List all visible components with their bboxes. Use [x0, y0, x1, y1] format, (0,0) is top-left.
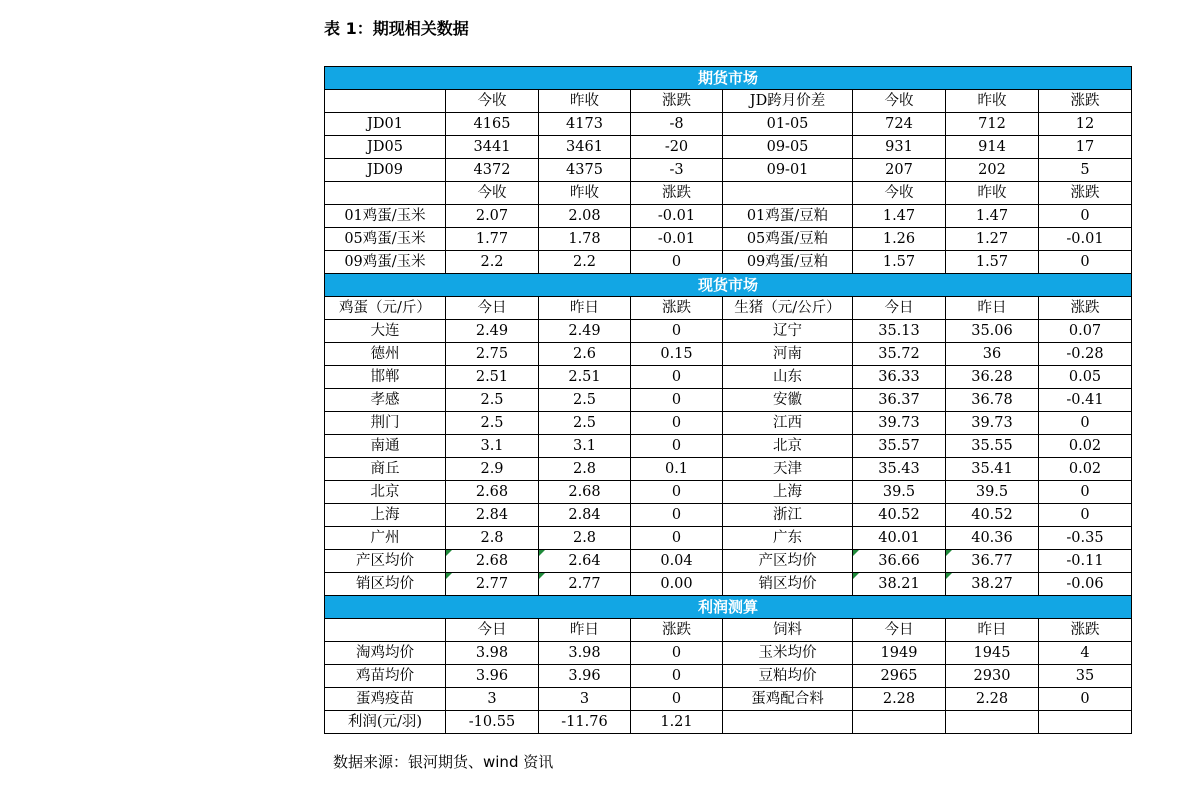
table-cell: 39.5 [853, 481, 946, 504]
table-row [325, 113, 1132, 136]
table-cell: 涨跌 [1039, 297, 1132, 320]
table-cell: 35 [1039, 665, 1132, 688]
table-cell: 3 [539, 688, 631, 711]
table-cell: 4372 [446, 159, 539, 182]
table-cell: 孝感 [325, 389, 446, 412]
table-cell: -0.06 [1039, 573, 1132, 596]
table-cell: 2965 [853, 665, 946, 688]
table-cell: 0.05 [1039, 366, 1132, 389]
table-cell [723, 711, 853, 734]
table-row [325, 136, 1132, 159]
table-cell: 931 [853, 136, 946, 159]
table-cell: 0 [631, 665, 723, 688]
table-cell: -3 [631, 159, 723, 182]
table-cell: 昨收 [539, 90, 631, 113]
table-cell: 35.55 [946, 435, 1039, 458]
table-cell: 36.28 [946, 366, 1039, 389]
table-cell: 05鸡蛋/玉米 [325, 228, 446, 251]
table-cell: 36.78 [946, 389, 1039, 412]
table-cell [325, 619, 446, 642]
table-cell: 3461 [539, 136, 631, 159]
table-row [325, 366, 1132, 389]
table-row [325, 642, 1132, 665]
table-cell: 2.49 [446, 320, 539, 343]
table-cell: 上海 [325, 504, 446, 527]
table-cell: 0.15 [631, 343, 723, 366]
table-cell: 2.51 [539, 366, 631, 389]
table-cell: 36.37 [853, 389, 946, 412]
table-row [325, 665, 1132, 688]
table-cell: 天津 [723, 458, 853, 481]
table-cell: 35.43 [853, 458, 946, 481]
table-cell: 2.77 [539, 573, 631, 596]
table-cell: 昨收 [539, 182, 631, 205]
section-title: 利润测算 [325, 596, 1132, 619]
table-cell: 2.68 [446, 481, 539, 504]
table-cell: 39.73 [946, 412, 1039, 435]
table-cell: 0.04 [631, 550, 723, 573]
table-cell: 今收 [853, 182, 946, 205]
table-row [325, 228, 1132, 251]
table-cell: 1949 [853, 642, 946, 665]
table-cell: 昨日 [539, 297, 631, 320]
table-cell: 914 [946, 136, 1039, 159]
table-cell: 涨跌 [1039, 182, 1132, 205]
table-cell: 0 [631, 504, 723, 527]
table-cell: 40.01 [853, 527, 946, 550]
table-cell: 今日 [446, 619, 539, 642]
table-cell: 2.75 [446, 343, 539, 366]
table-cell: 2.8 [539, 458, 631, 481]
table-cell: 40.52 [946, 504, 1039, 527]
table-cell: 2.5 [539, 412, 631, 435]
table-cell: -0.41 [1039, 389, 1132, 412]
table-cell: 3.98 [539, 642, 631, 665]
table-cell: 2.07 [446, 205, 539, 228]
table-cell: 4375 [539, 159, 631, 182]
table-cell: 2.2 [539, 251, 631, 274]
table-cell: 0.00 [631, 573, 723, 596]
table-cell: 昨日 [946, 297, 1039, 320]
table-cell: 1.77 [446, 228, 539, 251]
table-cell: 今收 [853, 90, 946, 113]
table-cell: 0 [631, 435, 723, 458]
table-cell: 涨跌 [1039, 619, 1132, 642]
table-cell: 浙江 [723, 504, 853, 527]
table-cell: 0 [1039, 412, 1132, 435]
table-cell: 2.2 [446, 251, 539, 274]
table-cell: 1945 [946, 642, 1039, 665]
table-cell: 豆粕均价 [723, 665, 853, 688]
table-cell: 涨跌 [631, 90, 723, 113]
table-cell: 01-05 [723, 113, 853, 136]
table-cell: 0 [1039, 481, 1132, 504]
table-cell: 安徽 [723, 389, 853, 412]
table-cell: 2.68 [539, 481, 631, 504]
table-cell: 山东 [723, 366, 853, 389]
table-cell: 35.06 [946, 320, 1039, 343]
table-cell: -0.28 [1039, 343, 1132, 366]
table-cell: 2.68 [446, 550, 539, 573]
table-cell: 蛋鸡疫苗 [325, 688, 446, 711]
table-cell: 产区均价 [723, 550, 853, 573]
table-cell: 0.1 [631, 458, 723, 481]
table-cell [1039, 711, 1132, 734]
table-cell: 35.57 [853, 435, 946, 458]
table-caption: 表 1：期现相关数据 [324, 19, 469, 38]
table-cell: 生猪（元/公斤） [723, 297, 853, 320]
table-cell: 0 [1039, 251, 1132, 274]
section-header-row [325, 67, 1132, 90]
table-cell: 昨日 [539, 619, 631, 642]
table-cell: JD09 [325, 159, 446, 182]
table-cell: 荆门 [325, 412, 446, 435]
table-cell: 南通 [325, 435, 446, 458]
table-cell: 207 [853, 159, 946, 182]
table-row [325, 435, 1132, 458]
source-note: 数据来源：银河期货、wind 资讯 [333, 753, 554, 771]
table-cell: -11.76 [539, 711, 631, 734]
table-row [325, 711, 1132, 734]
table-cell: -0.01 [1039, 228, 1132, 251]
table-cell: 2.84 [446, 504, 539, 527]
section-title: 期货市场 [325, 67, 1132, 90]
table-cell: 广东 [723, 527, 853, 550]
table-cell: 17 [1039, 136, 1132, 159]
table-cell [325, 90, 446, 113]
table-cell: 36.66 [853, 550, 946, 573]
table-cell: 销区均价 [325, 573, 446, 596]
table-cell: 1.47 [946, 205, 1039, 228]
table-cell: 1.21 [631, 711, 723, 734]
table-cell: 2.28 [946, 688, 1039, 711]
table-cell: 昨收 [946, 182, 1039, 205]
table-cell: 38.27 [946, 573, 1039, 596]
table-cell: 邯郸 [325, 366, 446, 389]
table-cell: 2.5 [446, 389, 539, 412]
table-cell: 1.78 [539, 228, 631, 251]
table-cell: 0.02 [1039, 458, 1132, 481]
table-cell: 0 [631, 642, 723, 665]
table-cell: 1.57 [853, 251, 946, 274]
table-row [325, 251, 1132, 274]
table-cell: 2.8 [539, 527, 631, 550]
table-cell: 0 [1039, 504, 1132, 527]
table-cell [946, 711, 1039, 734]
table-cell: 3 [446, 688, 539, 711]
table-cell: 0 [631, 527, 723, 550]
table-row [325, 389, 1132, 412]
table-cell: 北京 [325, 481, 446, 504]
table-cell: 2.51 [446, 366, 539, 389]
table-cell: 202 [946, 159, 1039, 182]
table-cell: 鸡苗均价 [325, 665, 446, 688]
table-cell: 利润(元/羽) [325, 711, 446, 734]
table-cell: 09-05 [723, 136, 853, 159]
table-cell: 涨跌 [631, 297, 723, 320]
table-cell: 36 [946, 343, 1039, 366]
table-cell: 39.73 [853, 412, 946, 435]
table-cell: 2.08 [539, 205, 631, 228]
table-cell: -0.11 [1039, 550, 1132, 573]
table-cell: 2.49 [539, 320, 631, 343]
table-row [325, 205, 1132, 228]
table-cell: 01鸡蛋/豆粕 [723, 205, 853, 228]
table-cell: 0 [631, 320, 723, 343]
table-cell: 淘鸡均价 [325, 642, 446, 665]
table-cell [325, 182, 446, 205]
table-cell: 35.41 [946, 458, 1039, 481]
table-cell: 今日 [446, 297, 539, 320]
table-cell: 2.28 [853, 688, 946, 711]
table-row [325, 297, 1132, 320]
table-cell: 3.98 [446, 642, 539, 665]
table-cell: 销区均价 [723, 573, 853, 596]
table-row [325, 412, 1132, 435]
table-cell: 35.13 [853, 320, 946, 343]
table-cell: 涨跌 [1039, 90, 1132, 113]
table-cell: 1.57 [946, 251, 1039, 274]
table-cell: 712 [946, 113, 1039, 136]
table-cell: 辽宁 [723, 320, 853, 343]
table-cell: 3.96 [446, 665, 539, 688]
table-cell: 2930 [946, 665, 1039, 688]
table-row [325, 182, 1132, 205]
table-cell: 2.64 [539, 550, 631, 573]
table-cell: 4173 [539, 113, 631, 136]
table-cell: 39.5 [946, 481, 1039, 504]
table-cell: 玉米均价 [723, 642, 853, 665]
table-cell: 40.36 [946, 527, 1039, 550]
table-cell: -20 [631, 136, 723, 159]
table-cell: 饲料 [723, 619, 853, 642]
table-cell: 0 [631, 389, 723, 412]
table-cell: 0 [631, 251, 723, 274]
table-row [325, 481, 1132, 504]
table-cell: 广州 [325, 527, 446, 550]
table-cell: 0.02 [1039, 435, 1132, 458]
table-cell: 今收 [446, 182, 539, 205]
table-cell: 4 [1039, 642, 1132, 665]
table-cell: 昨收 [946, 90, 1039, 113]
table-cell: 0 [1039, 688, 1132, 711]
table-cell: -0.01 [631, 205, 723, 228]
table-cell: 2.77 [446, 573, 539, 596]
table-cell: 5 [1039, 159, 1132, 182]
table-cell: 09鸡蛋/玉米 [325, 251, 446, 274]
table-cell: 4165 [446, 113, 539, 136]
table-cell: 0 [631, 366, 723, 389]
table-cell: 今收 [446, 90, 539, 113]
table-cell: 3.1 [539, 435, 631, 458]
table-cell: 3441 [446, 136, 539, 159]
table-row [325, 619, 1132, 642]
table-cell: 北京 [723, 435, 853, 458]
table-cell: 0 [631, 481, 723, 504]
table-cell: 09-01 [723, 159, 853, 182]
table-cell: 36.33 [853, 366, 946, 389]
table-cell: JD跨月价差 [723, 90, 853, 113]
table-cell: 3.96 [539, 665, 631, 688]
table-cell: -10.55 [446, 711, 539, 734]
table-cell: JD05 [325, 136, 446, 159]
table-cell: 鸡蛋（元/斤） [325, 297, 446, 320]
section-header-row [325, 274, 1132, 297]
table-cell: 涨跌 [631, 619, 723, 642]
table-cell: 35.72 [853, 343, 946, 366]
table-cell: 今日 [853, 297, 946, 320]
table-cell: 01鸡蛋/玉米 [325, 205, 446, 228]
table-cell: 3.1 [446, 435, 539, 458]
table-row [325, 550, 1132, 573]
table-cell: 2.6 [539, 343, 631, 366]
table-cell: 0.07 [1039, 320, 1132, 343]
table-cell: 今日 [853, 619, 946, 642]
table-cell: 产区均价 [325, 550, 446, 573]
table-row [325, 159, 1132, 182]
table-cell [853, 711, 946, 734]
table-cell: 商丘 [325, 458, 446, 481]
table-row [325, 90, 1132, 113]
table-cell: 2.84 [539, 504, 631, 527]
data-table [324, 66, 1132, 734]
table-cell: 2.8 [446, 527, 539, 550]
table-row [325, 688, 1132, 711]
table-cell: 涨跌 [631, 182, 723, 205]
table-cell: 江西 [723, 412, 853, 435]
table-row [325, 320, 1132, 343]
section-title: 现货市场 [325, 274, 1132, 297]
table-cell: JD01 [325, 113, 446, 136]
table-cell: 2.9 [446, 458, 539, 481]
table-cell: 40.52 [853, 504, 946, 527]
table-row [325, 527, 1132, 550]
table-row [325, 504, 1132, 527]
table-row [325, 343, 1132, 366]
table-cell: 0 [631, 688, 723, 711]
table-cell: 昨日 [946, 619, 1039, 642]
table-cell: 724 [853, 113, 946, 136]
table-cell: 1.47 [853, 205, 946, 228]
section-header-row [325, 596, 1132, 619]
table-cell: 河南 [723, 343, 853, 366]
table-cell: 36.77 [946, 550, 1039, 573]
table-cell: 1.26 [853, 228, 946, 251]
table-cell: 蛋鸡配合料 [723, 688, 853, 711]
table-row [325, 573, 1132, 596]
table-cell: 上海 [723, 481, 853, 504]
table-cell: 38.21 [853, 573, 946, 596]
table-cell: 2.5 [539, 389, 631, 412]
table-cell: 0 [631, 412, 723, 435]
table-cell: -0.35 [1039, 527, 1132, 550]
table-cell: 09鸡蛋/豆粕 [723, 251, 853, 274]
table-cell: 大连 [325, 320, 446, 343]
table-row [325, 458, 1132, 481]
table-cell [723, 182, 853, 205]
table-cell: 德州 [325, 343, 446, 366]
table-cell: 05鸡蛋/豆粕 [723, 228, 853, 251]
table-cell: -8 [631, 113, 723, 136]
table-cell: 1.27 [946, 228, 1039, 251]
table-cell: 12 [1039, 113, 1132, 136]
table-cell: 2.5 [446, 412, 539, 435]
table-cell: -0.01 [631, 228, 723, 251]
table-cell: 0 [1039, 205, 1132, 228]
